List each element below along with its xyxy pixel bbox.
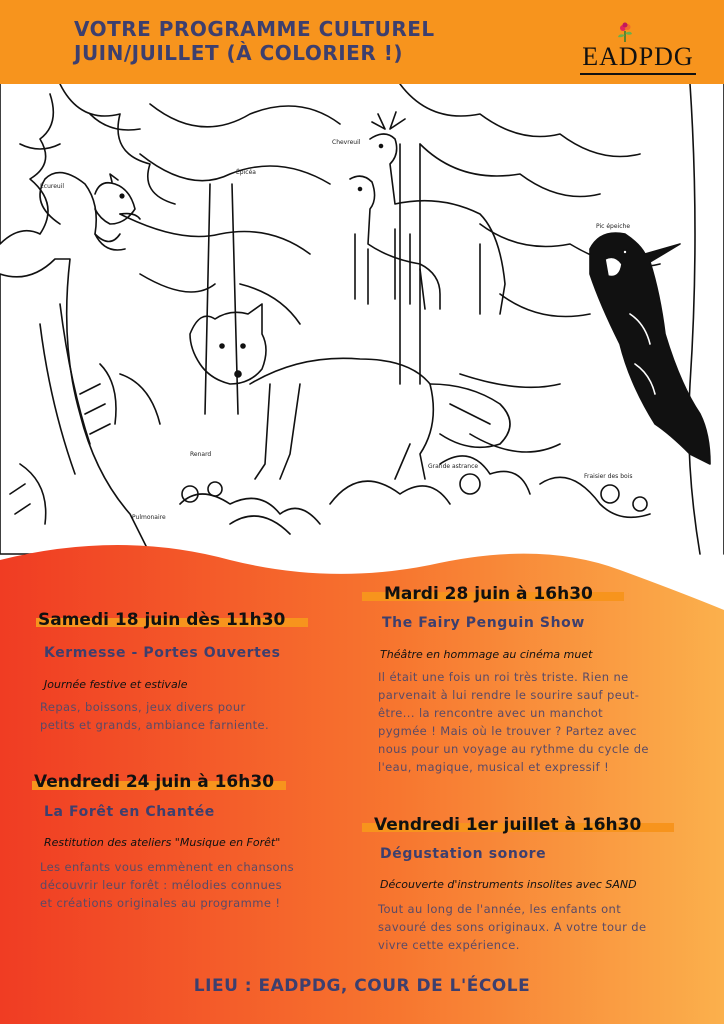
event-date: Vendredi 24 juin à 16h30 xyxy=(34,772,275,792)
event-description xyxy=(378,900,708,954)
event-title: Kermesse - Portes Ouvertes xyxy=(44,645,281,661)
label-ecureuil: Écureuil xyxy=(40,183,65,190)
event-desc-line: parvenait à lui rendre le sourire sauf peut- xyxy=(378,688,640,702)
eadpdg-logo xyxy=(580,22,696,74)
event-desc-line: savouré des sons originaux. A votre tour de xyxy=(378,920,647,934)
title-line-2: JUIN/JUILLET (À COLORIER !) xyxy=(74,41,403,65)
event-title: Dégustation sonore xyxy=(380,846,547,862)
header-bar xyxy=(0,0,724,84)
event-desc-line: et créations originales au programme ! xyxy=(40,896,281,910)
page-title xyxy=(74,17,435,65)
event-description xyxy=(378,668,708,776)
event-desc-line: nous pour un voyage au rythme du cycle de xyxy=(378,742,649,756)
event-subtitle: Journée festive et estivale xyxy=(44,678,188,691)
event-desc-line: Tout au long de l'année, les enfants ont xyxy=(378,902,622,916)
title-line-1: VOTRE PROGRAMME CULTUREL xyxy=(74,17,435,41)
flower-logo-icon xyxy=(614,22,636,42)
label-epicea: Épicéa xyxy=(236,169,256,176)
label-renard: Renard xyxy=(190,451,212,458)
event-date: Vendredi 1er juillet à 16h30 xyxy=(374,815,642,835)
event-desc-line: pygmée ! Mais où le trouver ? Partez avec xyxy=(378,724,637,738)
spruce-trunk xyxy=(205,184,238,414)
event-desc-line: découvrir leur forêt : mélodies connues xyxy=(40,878,283,892)
event-desc-line: être... la rencontre avec un manchot xyxy=(378,706,604,720)
event-title: La Forêt en Chantée xyxy=(44,804,215,820)
label-pic-epeiche: Pic épeiche xyxy=(596,223,631,230)
event-subtitle: Théâtre en hommage au cinéma muet xyxy=(380,648,593,661)
event-subtitle: Découverte d'instruments insolites avec SAND xyxy=(380,878,637,891)
location-footer: LIEU : EADPDG, COUR DE L'ÉCOLE xyxy=(193,976,531,996)
event-desc-line: Repas, boissons, jeux divers pour xyxy=(40,700,246,714)
label-grande-astrance: Grande astrance xyxy=(428,463,479,470)
label-chevreuil: Chevreuil xyxy=(332,139,361,146)
event-desc-line: vivre cette expérience. xyxy=(378,938,520,952)
event-title: The Fairy Penguin Show xyxy=(382,615,585,631)
label-fraisier: Fraisier des bois xyxy=(584,473,633,480)
event-date: Samedi 18 juin dès 11h30 xyxy=(38,610,286,630)
roe-deer-drawing xyxy=(350,112,505,314)
logo-underline xyxy=(580,73,696,75)
event-desc-line: Les enfants vous emmènent en chansons xyxy=(40,860,295,874)
logo-text: EADPDG xyxy=(582,42,694,71)
right-tree-trunk xyxy=(689,84,724,554)
event-desc-line: Il était une fois un roi très triste. Rien ne xyxy=(378,670,629,684)
event-description xyxy=(40,858,350,912)
event-date: Mardi 28 juin à 16h30 xyxy=(384,584,593,604)
event-description xyxy=(40,698,330,734)
event-desc-line: l'eau, magique, musical et expressif ! xyxy=(378,760,610,774)
event-desc-line: petits et grands, ambiance farniente. xyxy=(40,718,270,732)
forest-coloring-illustration xyxy=(0,84,724,604)
event-subtitle: Restitution des ateliers "Musique en Forêt" xyxy=(44,836,281,849)
label-pulmonaire: Pulmonaire xyxy=(132,514,166,521)
